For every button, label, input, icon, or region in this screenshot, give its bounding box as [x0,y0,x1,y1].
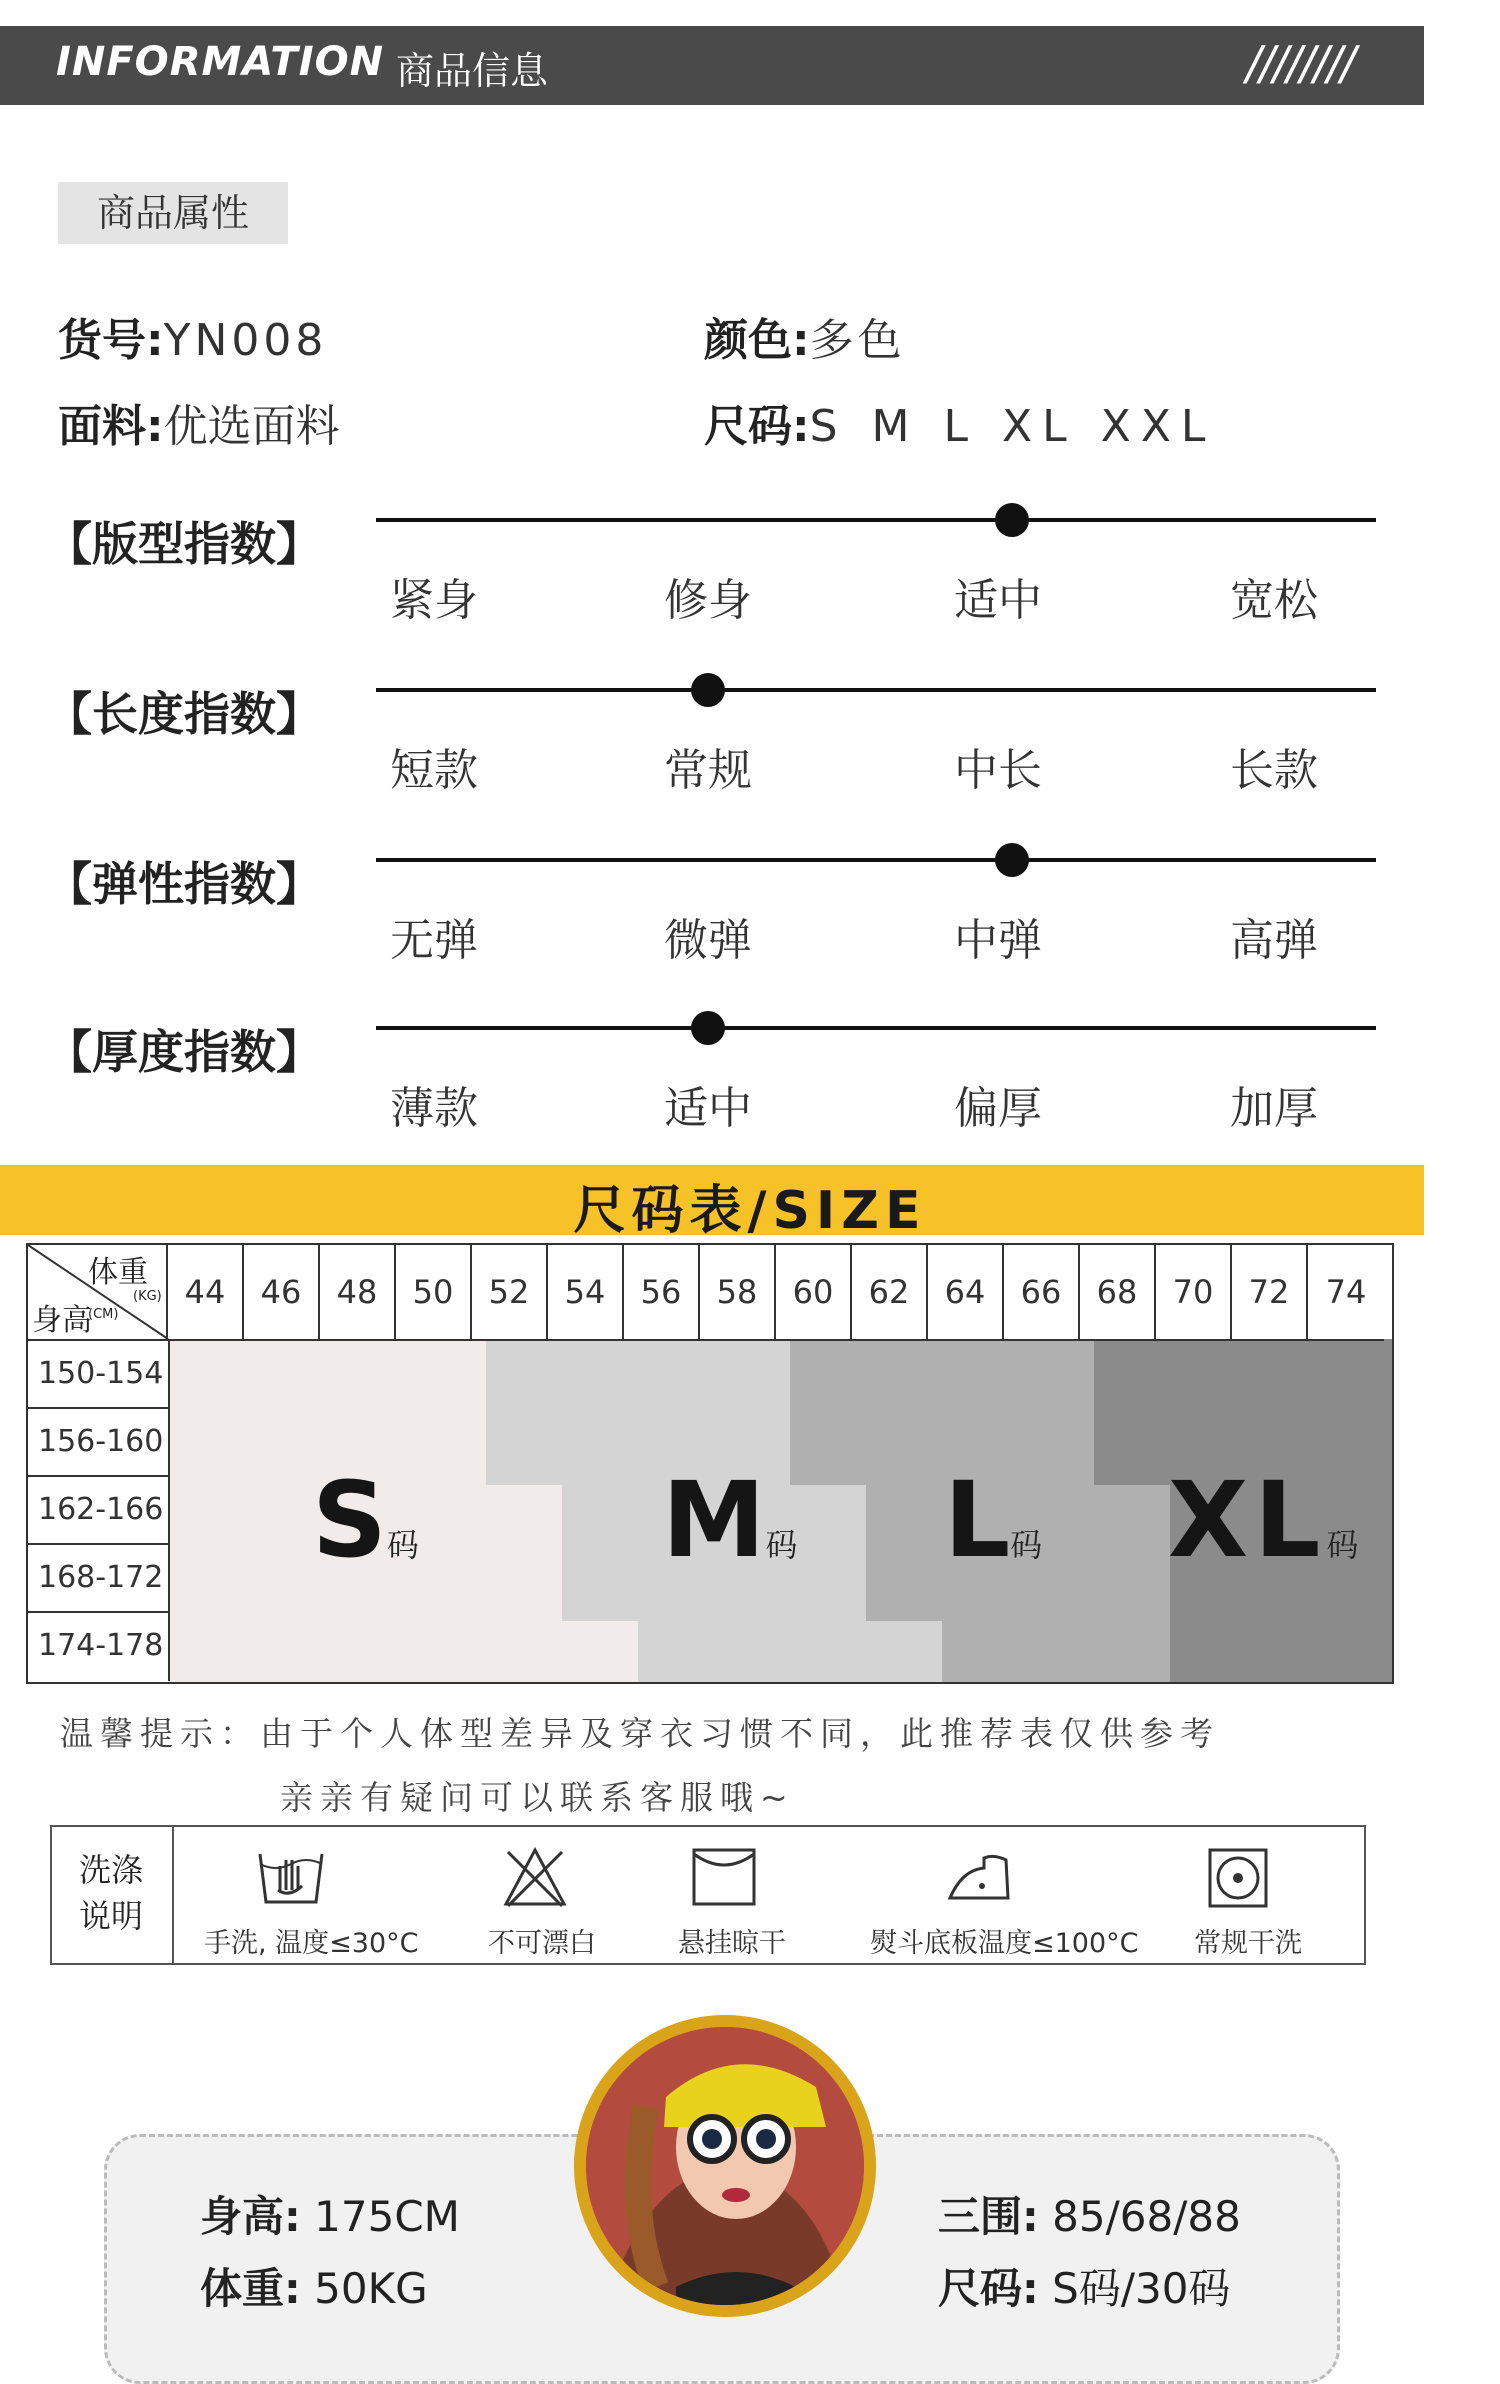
weight-cell: 58 [700,1245,776,1341]
index-option: 微弹 [664,915,752,966]
size-label-s [312,1459,419,1581]
color-label: 颜色: [704,315,810,366]
weight-cell: 64 [928,1245,1004,1341]
index-marker [995,503,1029,537]
size-letter-l: L [944,1459,1011,1581]
model-weight-value: 50KG [314,2264,428,2313]
index-track [376,1026,1376,1030]
weight-cell: 46 [244,1245,320,1341]
weight-cell: 54 [548,1245,624,1341]
fabric-label: 面料: [58,401,164,452]
index-option: 长款 [1230,745,1318,796]
size-table [26,1243,1394,1684]
wash-label-no-bleach: 不可漂白 [488,1928,596,1959]
sizes-label: 尺码: [704,401,810,452]
size-label-xl [1168,1459,1358,1581]
wash-label-hand-wash: 手洗, 温度≤30°C [204,1928,419,1959]
index-label: 【长度指数】 [46,687,322,741]
size-suffix-l: 码 [1010,1526,1043,1564]
height-cell: 168-172 [28,1545,170,1613]
weight-cell: 56 [624,1245,700,1341]
item-number-value: YN008 [163,315,328,366]
weight-cell: 66 [1004,1245,1080,1341]
index-marker [995,843,1029,877]
model-height [200,2184,460,2244]
weight-cell: 68 [1080,1245,1156,1341]
dry-clean-icon [1206,1846,1270,1908]
color-value: 多色 [809,315,906,366]
index-option: 偏厚 [954,1083,1042,1134]
size-letter-s: S [312,1459,387,1581]
iron-icon [944,1850,1014,1904]
height-cell: 162-166 [28,1477,170,1545]
size-letter-m: M [662,1459,766,1581]
model-weight [200,2256,428,2316]
weight-cell: 72 [1232,1245,1308,1341]
size-suffix-xl: 码 [1326,1526,1359,1564]
index-option: 中弹 [954,915,1042,966]
hang-dry-icon [690,1846,758,1908]
weight-cell: 62 [852,1245,928,1341]
tip-line-2: 亲亲有疑问可以联系客服哦~ [280,1778,795,1817]
index-marker [691,1011,725,1045]
item-number [58,304,327,368]
model-size-label: 尺码: [938,2264,1039,2313]
header-title-cn: 商品信息 [396,49,549,93]
attributes-section-label: 商品属性 [58,182,288,244]
index-option: 常规 [664,745,752,796]
model-measurements [938,2184,1241,2244]
index-label: 【版型指数】 [46,517,322,571]
tip-line-1: 温馨提示：由于个人体型差异及穿衣习惯不同，此推荐表仅供参考 [60,1714,1220,1753]
avatar [586,2027,864,2305]
weight-cell: 48 [320,1245,396,1341]
index-track [376,858,1376,862]
wash-title [50,1825,174,1965]
index-option: 高弹 [1230,915,1318,966]
hand-wash-icon [256,1846,326,1908]
index-option: 宽松 [1230,575,1318,626]
index-option: 紧身 [390,575,478,626]
model-measurements-label: 三围: [938,2192,1039,2241]
weight-cell: 70 [1156,1245,1232,1341]
model-weight-label: 体重: [200,2264,301,2313]
wash-label-dry-clean: 常规干洗 [1194,1928,1302,1959]
index-option: 无弹 [390,915,478,966]
height-cell: 150-154 [28,1341,170,1409]
index-label: 【弹性指数】 [46,857,322,911]
index-option: 适中 [664,1083,752,1134]
corner-height: 身高 [32,1303,92,1338]
wash-title-line-1: 洗涤 [78,1851,143,1889]
model-measurements-value: 85/68/88 [1052,2192,1241,2241]
sizes [704,390,1215,454]
index-option: 适中 [954,575,1042,626]
height-cell: 156-160 [28,1409,170,1477]
index-option: 薄款 [390,1083,478,1134]
size-label-m [662,1459,798,1581]
size-suffix-m: 码 [765,1526,798,1564]
size-suffix-s: 码 [386,1526,419,1564]
index-option: 中长 [954,745,1042,796]
wash-label-iron: 熨斗底板温度≤100°C [870,1928,1139,1959]
color [704,304,906,368]
sizes-value: S M L XL XXL [809,401,1216,452]
size-letter-xl: XL [1168,1459,1327,1581]
size-label-l [944,1459,1042,1581]
fabric [58,390,340,454]
model-size [938,2256,1230,2316]
size-banner-title: 尺码表/SIZE [573,1181,927,1241]
wash-label-hang-dry: 悬挂晾干 [678,1928,786,1959]
no-bleach-icon [502,1846,568,1908]
weight-cell: 52 [472,1245,548,1341]
weight-cell: 50 [396,1245,472,1341]
index-label: 【厚度指数】 [46,1025,322,1079]
weight-cell: 44 [168,1245,244,1341]
header-slashes: //////// [1246,36,1354,90]
fabric-value: 优选面料 [163,401,340,452]
index-option: 短款 [390,745,478,796]
corner-weight-unit: (KG) [133,1289,162,1304]
weight-cell: 60 [776,1245,852,1341]
model-photo-illustration [586,2027,864,2305]
model-size-value: S码/30码 [1052,2264,1231,2313]
corner-weight: 体重 [88,1255,148,1290]
index-track [376,518,1376,522]
weight-cell: 74 [1308,1245,1384,1341]
model-height-value: 175CM [314,2192,460,2241]
index-track [376,688,1376,692]
model-height-label: 身高: [200,2192,301,2241]
corner-height-unit: (CM) [88,1307,119,1322]
index-option: 修身 [664,575,752,626]
item-number-label: 货号: [58,315,164,366]
index-option: 加厚 [1230,1083,1318,1134]
header-title-en: INFORMATION [56,39,385,85]
index-marker [691,673,725,707]
wash-title-line-2: 说明 [78,1897,143,1935]
height-cell: 174-178 [28,1613,170,1681]
